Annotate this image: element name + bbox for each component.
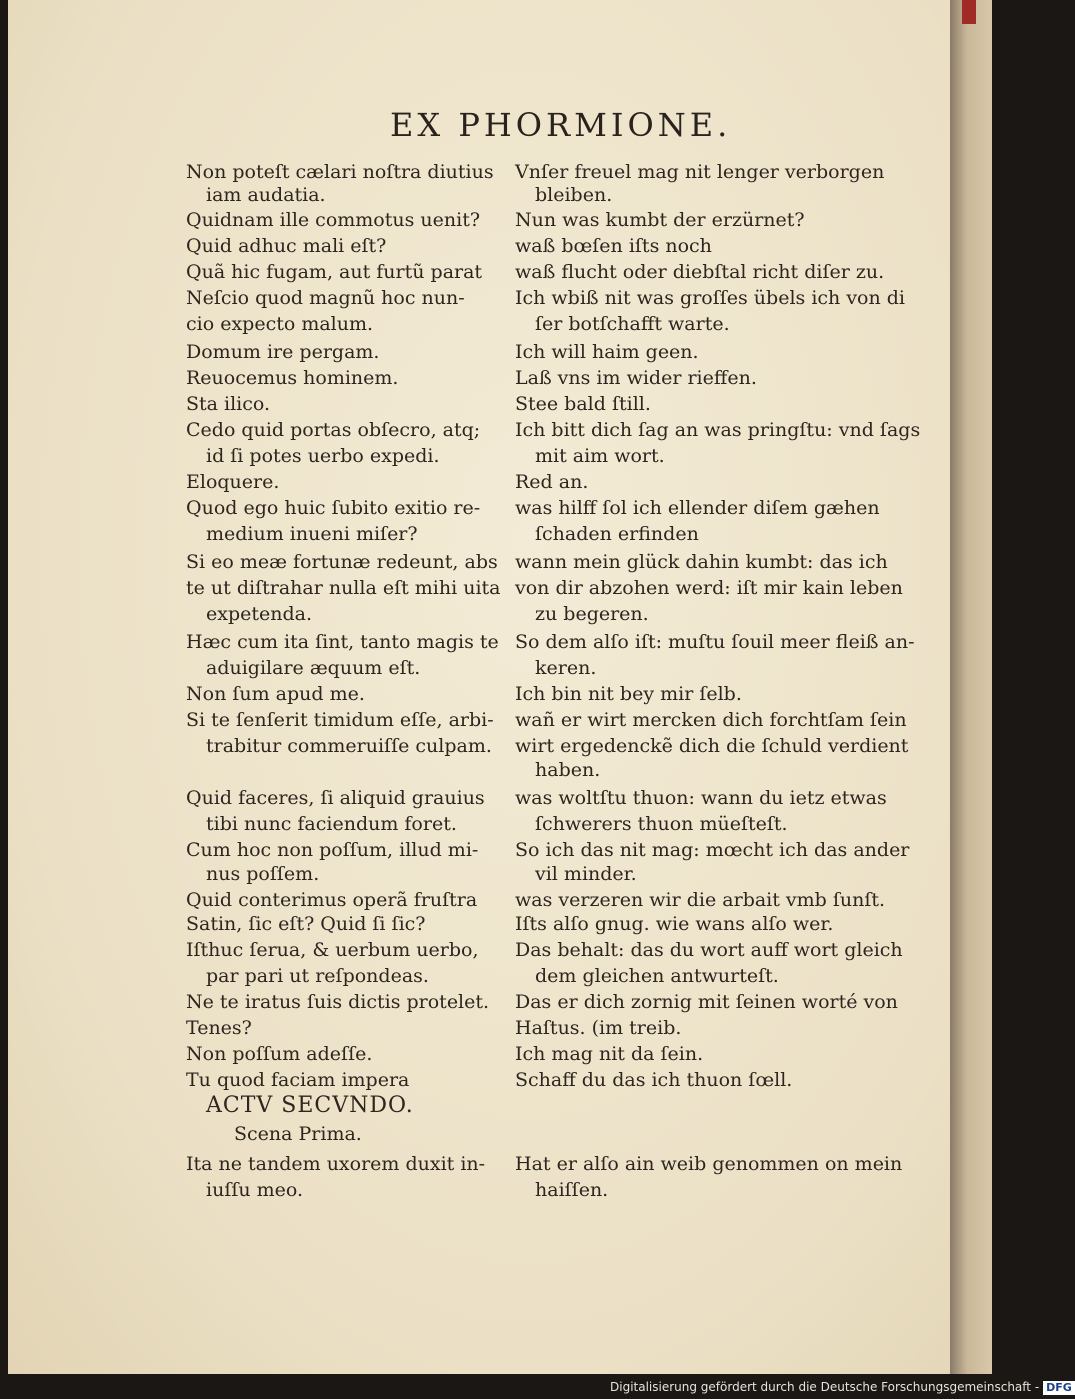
latin-line: Cum hoc non poſſum, illud mi- <box>186 839 479 861</box>
latin-line: Sta ilico. <box>186 393 271 415</box>
dfg-logo-icon: DFG <box>1043 1381 1075 1395</box>
latin-line: Scena Prima. <box>234 1123 362 1145</box>
german-line: Das behalt: das du wort auff wort gleich <box>515 939 903 961</box>
german-line: keren. <box>535 657 597 679</box>
latin-line: Non poteſt cælari noſtra diutius <box>186 161 494 183</box>
latin-line: Quid adhuc mali eſt? <box>186 235 387 257</box>
latin-line: Quidnam ille commotus uenit? <box>186 209 481 231</box>
latin-line: Si te ſenſerit timidum eſſe, arbi- <box>186 709 494 731</box>
german-line: wañ er wirt mercken dich forchtſam ſein <box>515 709 907 731</box>
german-line: Das er dich zornig mit ſeinen worté von <box>515 991 898 1013</box>
german-line: mit aim wort. <box>535 445 665 467</box>
latin-line: medium inueni miſer? <box>206 523 418 545</box>
latin-line: iuſſu meo. <box>206 1179 304 1201</box>
latin-line: Si eo meæ fortunæ redeunt, abs <box>186 551 498 573</box>
german-line: ſchwerers thuon müeſteſt. <box>535 813 788 835</box>
german-line: Stee bald ſtill. <box>515 393 651 415</box>
german-line: Nun was kumbt der erzürnet? <box>515 209 805 231</box>
latin-line: id ſi potes uerbo expedi. <box>206 445 440 467</box>
latin-line: tibi nunc faciendum foret. <box>206 813 457 835</box>
latin-line: Quod ego huic ſubito exitio re- <box>186 497 481 519</box>
german-line: dem gleichen antwurteſt. <box>535 965 779 987</box>
german-line: was hilff ſol ich ellender diſem gæhen <box>515 497 880 519</box>
latin-line: iam audatia. <box>206 184 326 206</box>
latin-line: Hæc cum ita ſint, tanto magis te <box>186 631 499 653</box>
latin-line: Satin, ſic eſt? Quid ſi ſic? <box>186 913 426 935</box>
latin-line: Non ſum apud me. <box>186 683 365 705</box>
bookmark-ribbon <box>962 0 976 24</box>
german-line: wirt ergedenckẽ dich die ſchuld verdient <box>515 735 909 757</box>
latin-line: Domum ire pergam. <box>186 341 380 363</box>
latin-line: expetenda. <box>206 603 313 625</box>
latin-line: par pari ut reſpondeas. <box>206 965 429 987</box>
german-line: vil minder. <box>535 863 637 885</box>
german-line: Ich bitt dich ſag an was pringſtu: vnd ſags <box>515 419 921 441</box>
latin-line: nus poſſem. <box>206 863 320 885</box>
latin-line: Neſcio quod magnũ hoc nun- <box>186 287 465 309</box>
latin-line: ACTV SECVNDO. <box>206 1093 414 1118</box>
german-line: waß bœſen iſts noch <box>515 235 712 257</box>
latin-line: cio expecto malum. <box>186 313 374 335</box>
latin-line: Non poſſum adeſſe. <box>186 1043 373 1065</box>
latin-line: Quid faceres, ſi aliquid grauius <box>186 787 485 809</box>
latin-line: Tenes? <box>186 1017 252 1039</box>
latin-line: Ne te iratus ſuis dictis protelet. <box>186 991 490 1013</box>
german-line: was woltſtu thuon: wann du ietz etwas <box>515 787 887 809</box>
latin-line: Tu quod faciam impera <box>186 1069 410 1091</box>
german-line: Red an. <box>515 471 589 493</box>
latin-line: Quã hic fugam, aut furtũ parat <box>186 261 483 283</box>
german-line: So dem alſo iſt: muſtu ſouil meer fleiß an- <box>515 631 915 653</box>
german-line: haiſſen. <box>535 1179 609 1201</box>
latin-line: aduigilare æquum eſt. <box>206 657 421 679</box>
german-line: Vnſer freuel mag nit lenger verborgen <box>515 161 885 183</box>
german-line: Schaff du das ich thuon ſœll. <box>515 1069 793 1091</box>
german-line: was verzeren wir die arbait vmb ſunſt. <box>515 889 886 911</box>
latin-line: te ut diſtrahar nulla eſt mihi uita <box>186 577 501 599</box>
german-line: Ich bin nit bey mir ſelb. <box>515 683 742 705</box>
german-line: Hat er alſo ain weib genommen on mein <box>515 1153 903 1175</box>
running-header: EX PHORMIONE. <box>390 106 732 144</box>
german-line: Ich will haim geen. <box>515 341 699 363</box>
german-line: wann mein glück dahin kumbt: das ich <box>515 551 888 573</box>
latin-line: Ita ne tandem uxorem duxit in- <box>186 1153 486 1175</box>
footer-text: Digitalisierung gefördert durch die Deutsche Forschungsgemeinschaft - <box>610 1380 1040 1394</box>
german-line: ſchaden erfinden <box>535 523 699 545</box>
latin-line: Eloquere. <box>186 471 280 493</box>
latin-line: Reuocemus hominem. <box>186 367 399 389</box>
german-line: Ich mag nit da ſein. <box>515 1043 704 1065</box>
latin-line: Iſthuc ſerua, & uerbum uerbo, <box>186 939 479 961</box>
german-line: So ich das nit mag: mœcht ich das ander <box>515 839 910 861</box>
latin-line: trabitur commeruiſſe culpam. <box>206 735 492 757</box>
german-line: Ich wbiß nit was groſſes übels ich von di <box>515 287 906 309</box>
german-line: Laß vns im wider rieffen. <box>515 367 757 389</box>
german-line: waß flucht oder diebſtal richt diſer zu. <box>515 261 885 283</box>
footer-credit <box>610 1380 1072 1398</box>
german-line: zu begeren. <box>535 603 649 625</box>
german-line: Haſtus. (im treib. <box>515 1017 682 1039</box>
german-line: ſer botſchafft warte. <box>535 313 730 335</box>
latin-line: Quid conterimus operã fruſtra <box>186 889 478 911</box>
german-line: von dir abzohen werd: iſt mir kain leben <box>515 577 903 599</box>
german-line: haben. <box>535 759 601 781</box>
german-line: Iſts alſo gnug. wie wans alſo wer. <box>515 913 834 935</box>
latin-line: Cedo quid portas obſecro, atq; <box>186 419 481 441</box>
german-line: bleiben. <box>535 184 613 206</box>
page-edge <box>950 0 992 1374</box>
